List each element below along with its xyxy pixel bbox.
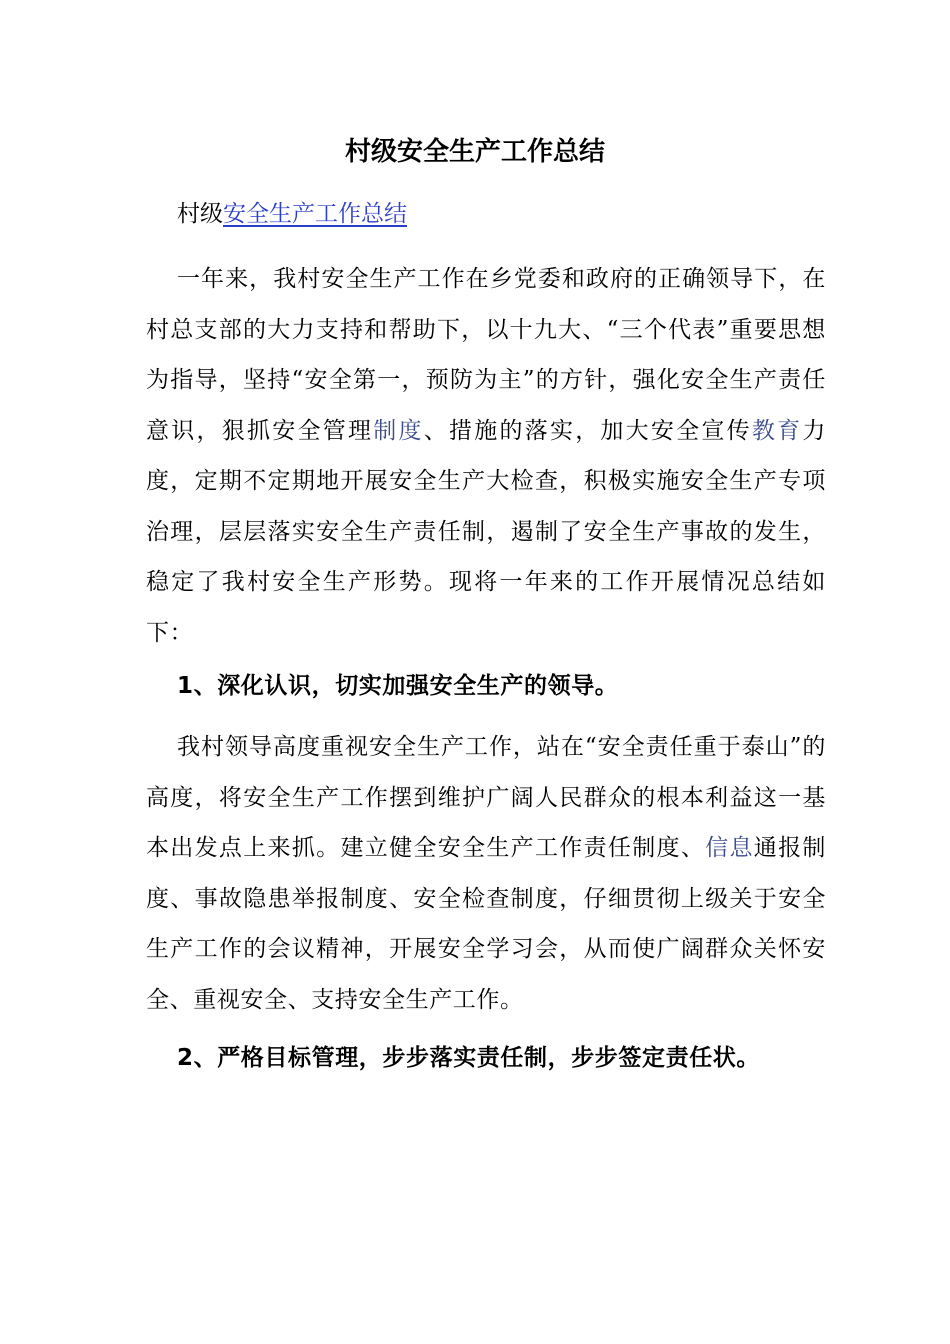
keyword-link-zhidu[interactable]: 制度 [373, 417, 424, 444]
document-title: 村级安全生产工作总结 [344, 137, 605, 167]
intro-text-3: 力度，定期不定期地开展安全生产大检查，积极实施安全生产专项治理，层层落实安全生产责任制，遏制了安全生产事故的发生，稳定了我村安全生产形势。现将一年来的工作开展情况总结如下： [146, 417, 827, 646]
section-1-text-2: 通报制度、事故隐患举报制度、安全检查制度，仔细贯彻上级关于安全生产工作的会议精神，开展安全学习会，从而使广阔群众关怀安全、重视安全、支持安全生产工作。 [146, 835, 826, 1013]
document-subtitle [177, 194, 407, 234]
intro-paragraph [146, 254, 826, 658]
intro-text-1: 一年来，我村安全生产工作在乡党委和政府的正确领导下，在村总支部的大力支持和帮助下，以十九大、“三个代表”重要思想为指导，坚持“安全第一，预防为主”的方针，强化安全生产责任意识，狠抓安全管理 [146, 266, 826, 444]
subtitle-link[interactable]: 安全生产工作总结 [223, 201, 407, 227]
keyword-link-jiaoyu[interactable]: 教育 [751, 417, 803, 444]
section-heading-2: 2、严格目标管理，步步落实责任制，步步签定责任状。 [177, 1045, 761, 1071]
section-1-paragraph [146, 722, 826, 1025]
intro-text-2: 、措施的落实，加大安全宣传 [423, 417, 752, 444]
subtitle-prefix: 村级 [177, 201, 223, 227]
keyword-link-xinxi[interactable]: 信息 [705, 835, 754, 861]
section-heading-1: 1、深化认识，切实加强安全生产的领导。 [177, 673, 619, 699]
section-1-text-1: 我村领导高度重视安全生产工作，站在“安全责任重于泰山”的高度，将安全生产工作摆到维护广阔人民群众的根本利益这一基本出发点上来抓。建立健全安全生产工作责任制度、 [146, 734, 826, 861]
